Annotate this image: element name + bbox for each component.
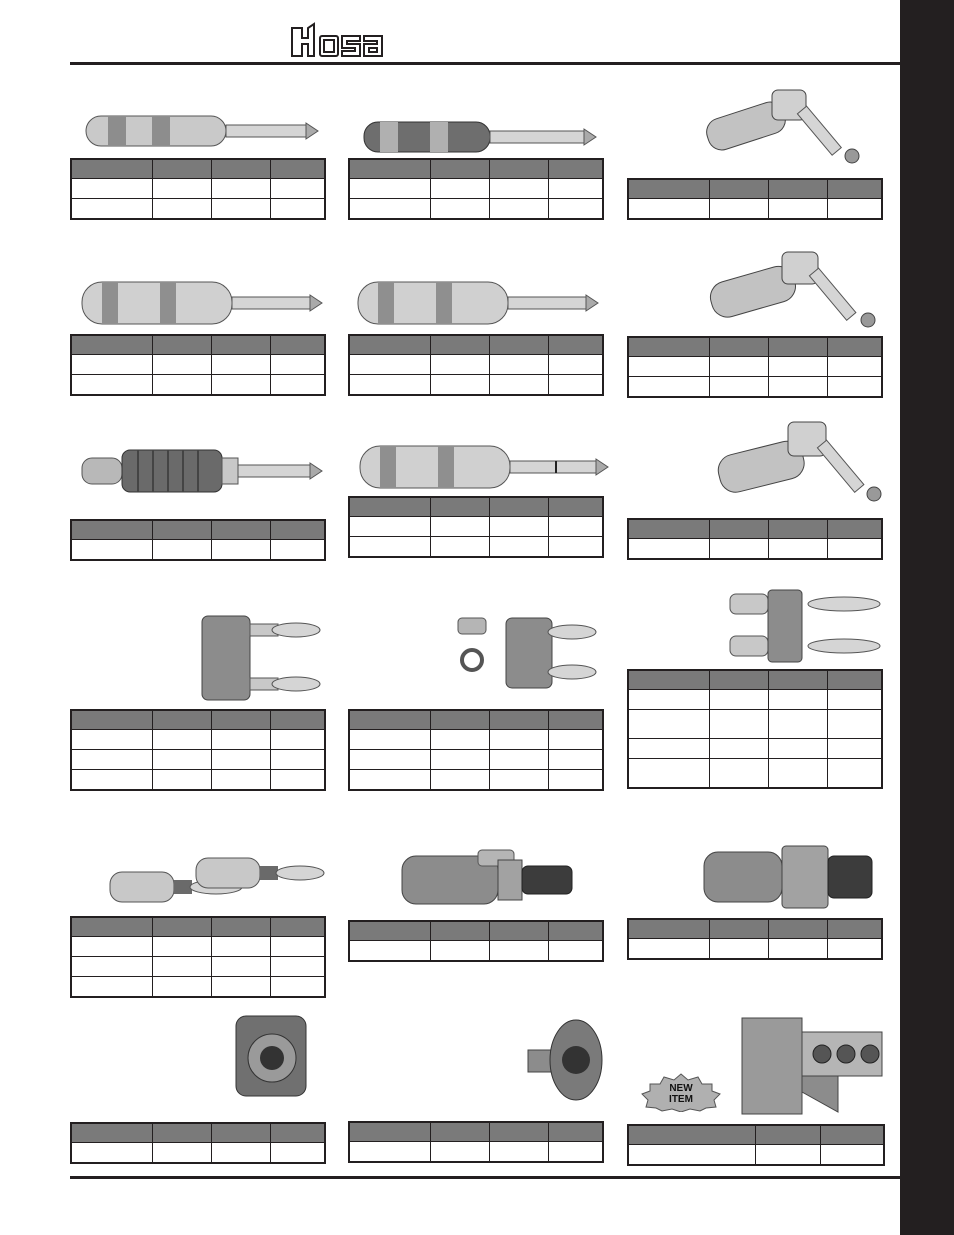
spec-table-16 [70,1122,326,1164]
mono-phone-plug-large-barrel-icon [354,276,600,330]
spec-table-14 [348,920,604,962]
spec-table-7 [70,519,326,561]
banana-plugs-pair-icon [104,854,326,916]
spec-table-2 [348,158,604,220]
spec-table-11 [348,709,604,791]
spec-table-13 [70,916,326,998]
spec-table-17 [348,1121,604,1163]
stereo-phone-plug-icon [356,440,610,494]
speakon-panel-jack-square-icon [232,1012,310,1100]
top-rule [70,62,900,65]
spec-table-18 [627,1124,885,1166]
new-item-badge [640,1072,722,1112]
phone-plug-spring-strain-relief-icon [78,444,324,498]
hosa-logo [288,20,398,62]
dual-banana-plug-icon [196,612,326,704]
spec-table-1 [70,158,326,220]
dual-banana-plug-kit-icon [454,610,606,694]
spec-table-15 [627,918,883,960]
speakon-panel-jack-round-icon [524,1016,606,1106]
badge-line-2: ITEM [669,1094,693,1105]
right-sidebar-bar [900,0,954,1235]
right-angle-stereo-phone-plug-icon [712,414,886,508]
badge-line-1: NEW [669,1083,693,1094]
spec-table-6 [627,336,883,398]
spec-table-8 [348,496,604,558]
right-angle-phone-plug-icon [700,84,870,170]
spec-table-3 [627,178,883,220]
mono-phone-plug-straight-icon [80,104,320,158]
speakon-cable-connector-8pole-icon [700,842,874,912]
spec-table-5 [348,334,604,396]
dual-banana-jack-plug-icon [726,586,886,668]
spec-table-9 [627,518,883,560]
mono-phone-plug-large-barrel-icon [78,276,324,330]
speakon-cable-connector-icon [398,848,578,912]
spec-table-10 [70,709,326,791]
spec-table-4 [70,334,326,396]
multi-port-adapter-block-icon [738,1012,886,1116]
mono-phone-plug-straight-icon [360,114,600,160]
spec-table-12 [627,669,883,789]
bottom-rule [70,1176,900,1179]
right-angle-phone-plug-icon [704,244,884,334]
